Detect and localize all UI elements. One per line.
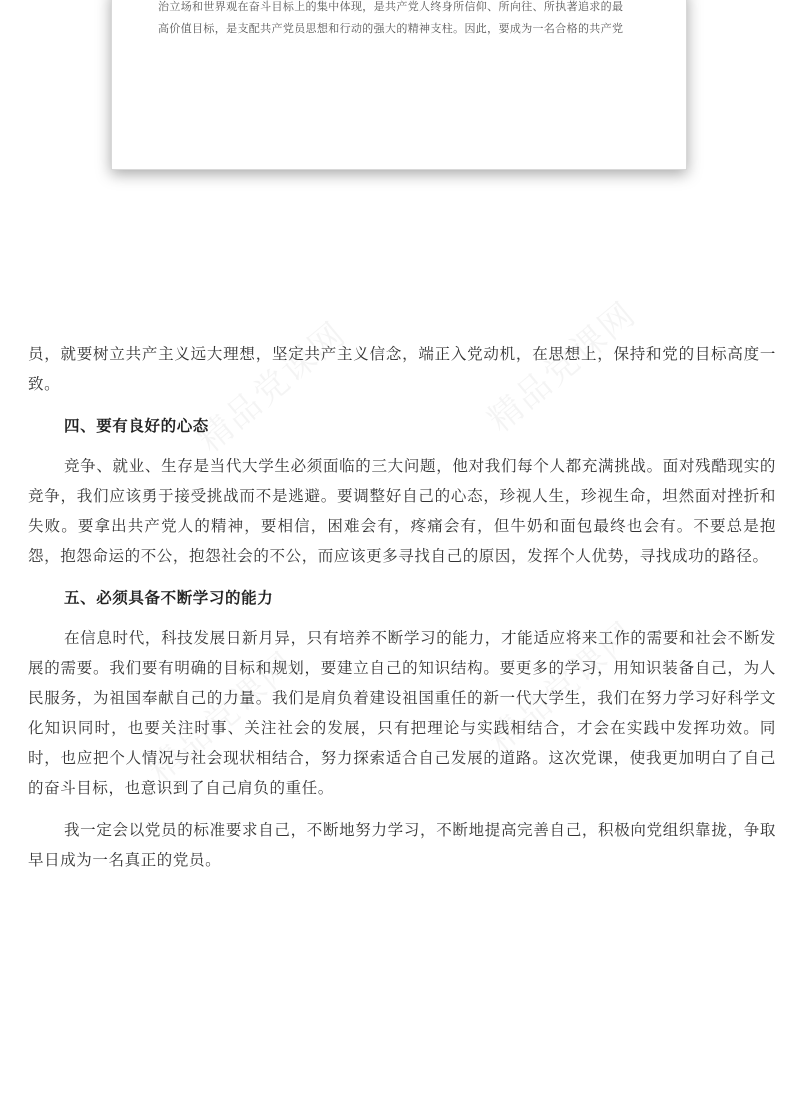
paragraph: 在信息时代，科技发展日新月异，只有培养不断学习的能力，才能适应将来工作的需要和社会不断发展的需要。我们要有明确的目标和规划，要建立自己的知识结构。要更多的学习，用知识装备自己，为人民服务，为祖国奉献自己的力量。我们是肩负着建设祖国重任的新一代大学生，我们在努力学习好科学文化知识同时，也要关注时事、关注社会的发展，只有把理论与实践相结合，才会在实践中发挥功效。同时，也应把个人情况与社会现状相结合，努力探索适合自己发展的道路。这次党课，使我更加明白了自己的奋斗目标，也意识到了自己肩负的重任。 <box>28 629 776 797</box>
paragraph: 员，就要树立共产主义远大理想，坚定共产主义信念，端正入党动机，在思想上，保持和党的目标高度一致。 <box>28 345 776 393</box>
document-preview-card <box>111 0 687 170</box>
document-body <box>28 339 776 875</box>
section-heading: 四、要有良好的心态 <box>64 416 209 435</box>
paragraph: 竞争、就业、生存是当代大学生必须面临的三大问题，他对我们每个人都充满挑战。面对残酷现实的竞争，我们应该勇于接受挑战而不是逃避。要调整好自己的心态，珍视人生，珍视生命，坦然面对挫折和失败。要拿出共产党人的精神，要相信，困难会有，疼痛会有，但牛奶和面包最终也会有。不要总是抱怨，抱怨命运的不公，抱怨社会的不公，而应该更多寻找自己的原因，发挥个人优势，寻找成功的路径。 <box>28 457 776 565</box>
preview-text-line: 治立场和世界观在奋斗目标上的集中体现，是共产党人终身所信仰、所向往、所执著追求的最 <box>158 0 624 13</box>
section-heading: 五、必须具备不断学习的能力 <box>64 588 274 607</box>
preview-text-line: 高价值目标，是支配共产党员思想和行动的强大的精神支柱。因此，要成为一名合格的共产党 <box>158 22 624 35</box>
paragraph: 我一定会以党员的标准要求自己，不断地努力学习，不断地提高完善自己，积极向党组织靠拢，争取早日成为一名真正的党员。 <box>28 821 776 869</box>
